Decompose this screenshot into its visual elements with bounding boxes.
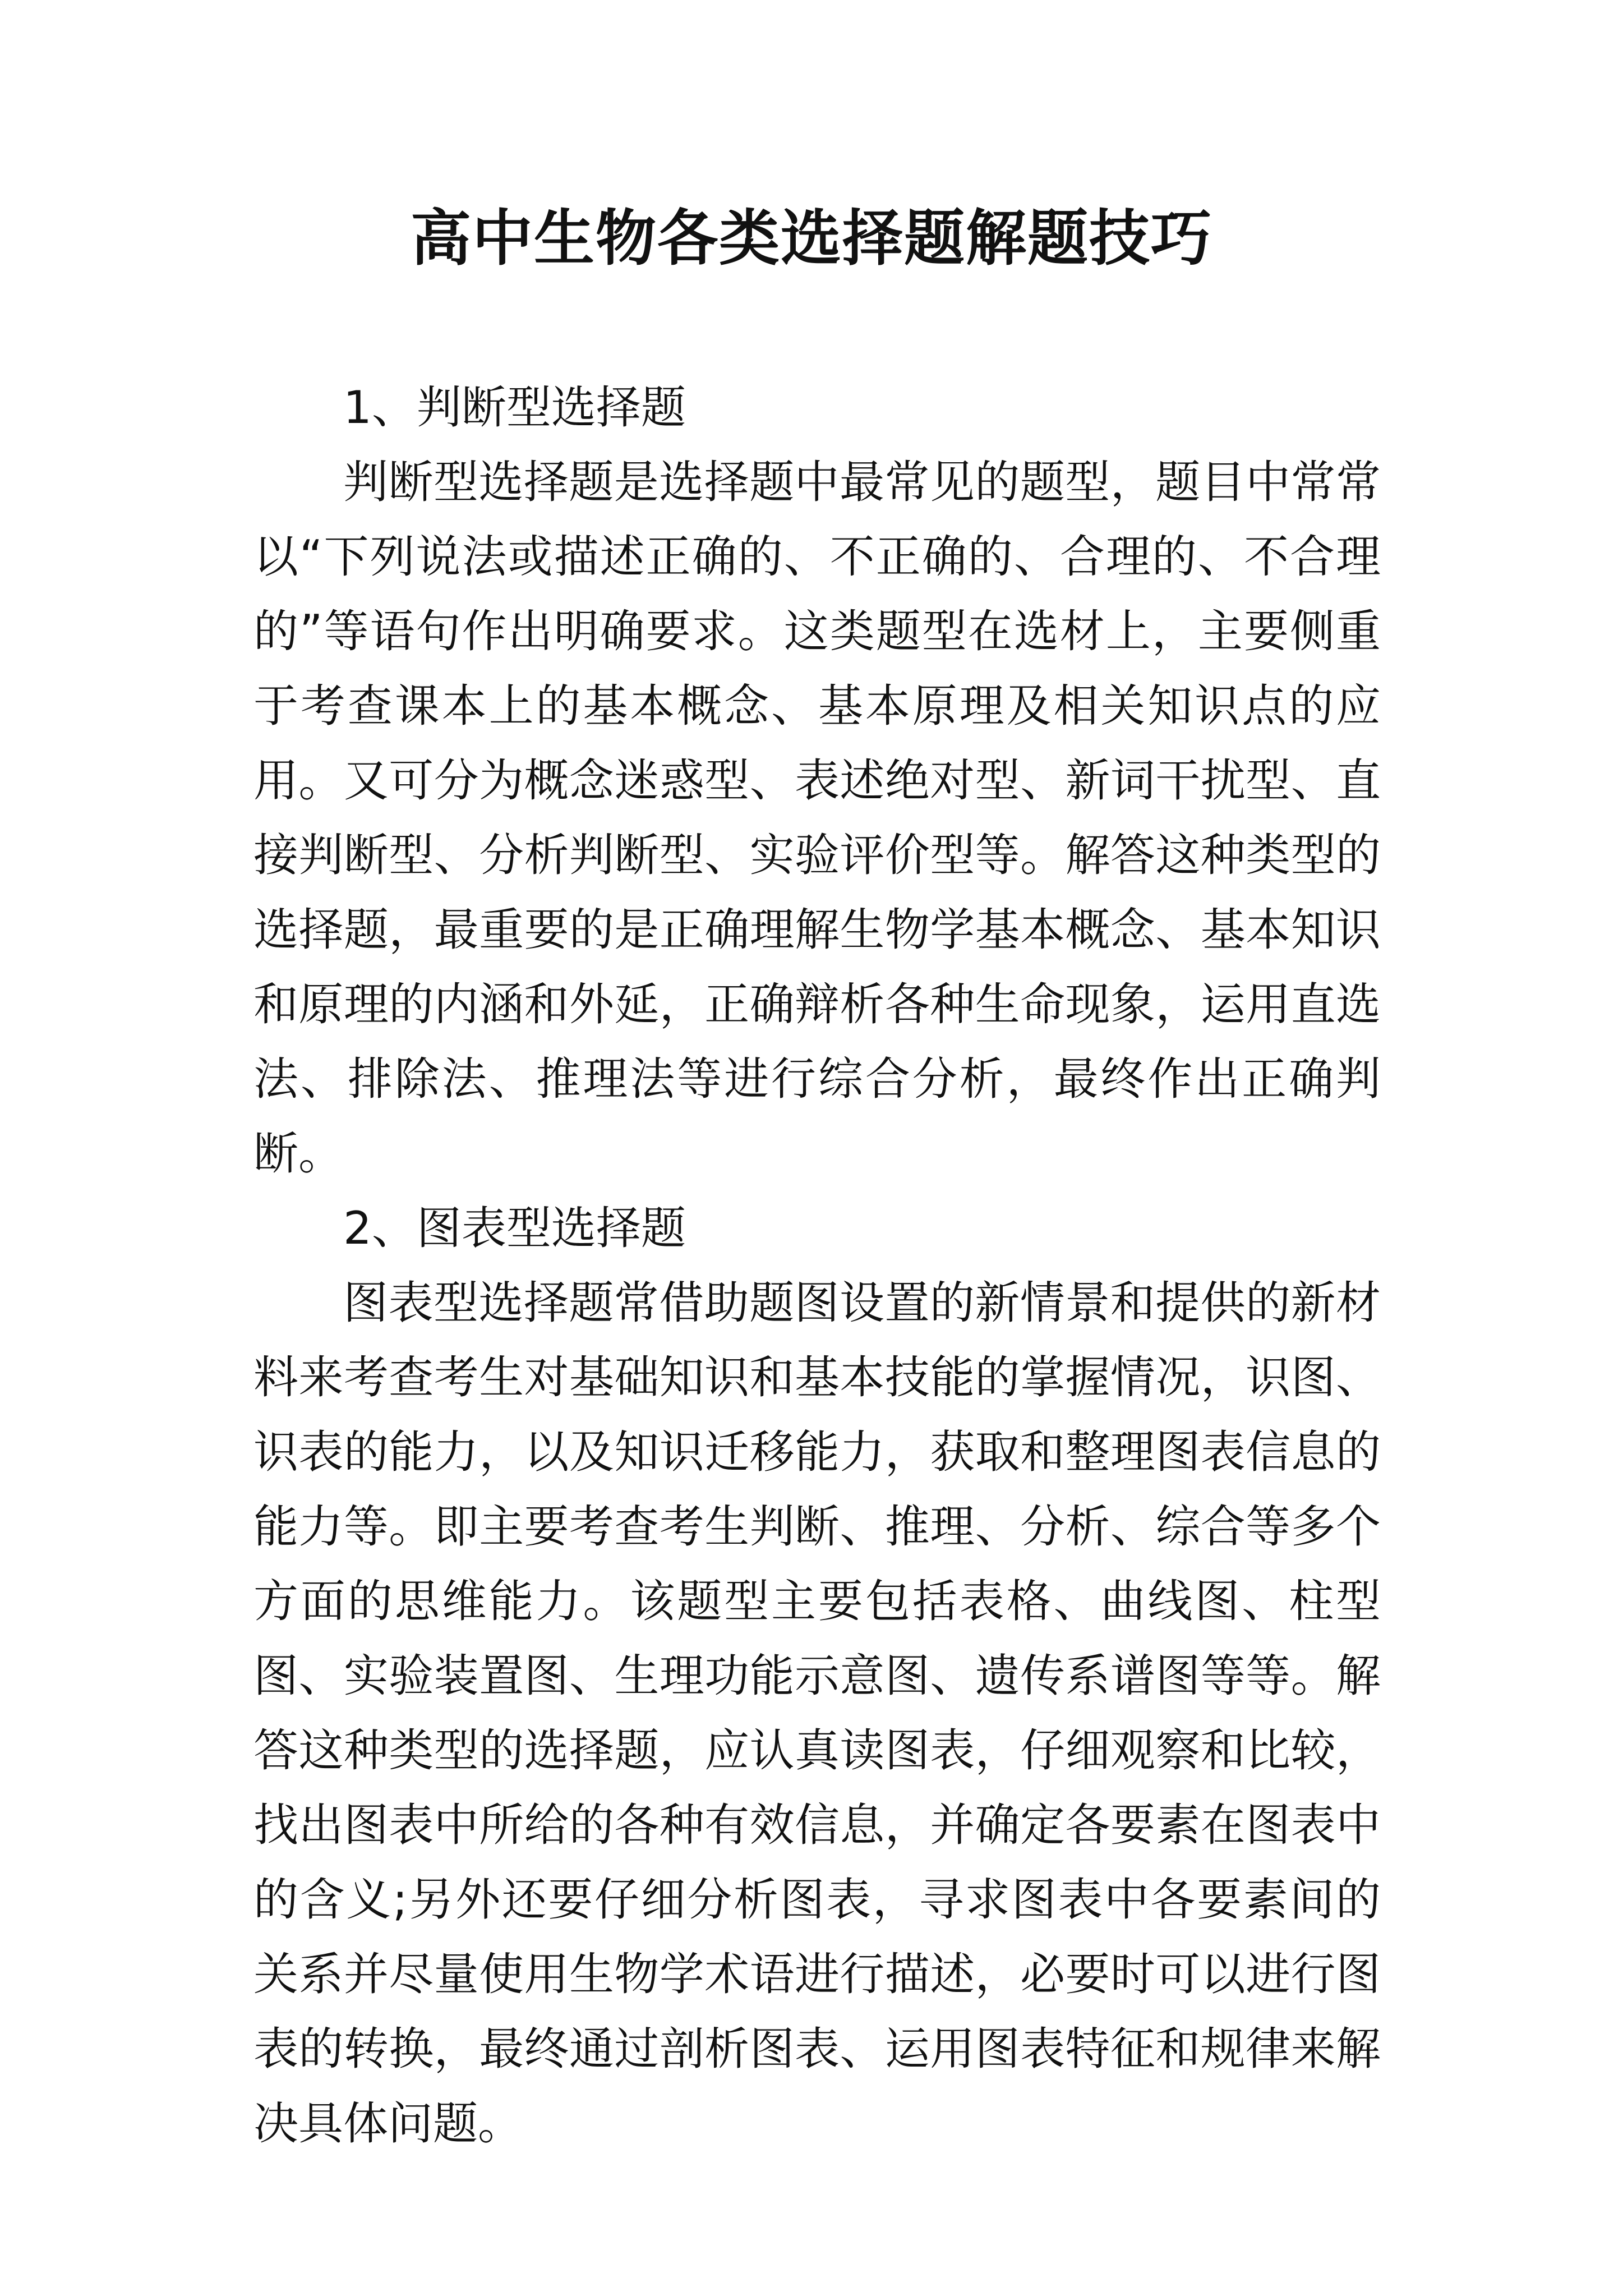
section-heading-judgment: 1、判断型选择题 (343, 381, 686, 434)
paragraph-judgment: 判断型选择题是选择题中最常见的题型，题目中常常以“下列说法或描述正确的、不正确的、合理的、不合理的”等语句作出明确要求。这类题型在选材上，主要侧重于考查课本上的基本概念、基本原理及相关知识点的应用。又可分为概念迷惑型、表述绝对型、新词干扰型、直接判断型、分析判断型、实验评价型等。解答这种类型的选择题，最重要的是正确理解生物学基本概念、基本知识和原理的内涵和外延，正确辩析各种生命现象，运用直选法、排除法、推理法等进行综合分析，最终作出正确判断。 (253, 456, 1381, 1180)
paragraph-chart: 图表型选择题常借助题图设置的新情景和提供的新材料来考查考生对基础知识和基本技能的掌握情况，识图、识表的能力，以及知识迁移能力，获取和整理图表信息的能力等。即主要考查考生判断、推理、分析、综合等多个方面的思维能力。该题型主要包括表格、曲线图、柱型图、实验装置图、生理功能示意图、遗传系谱图等等。解答这种类型的选择题，应认真读图表，仔细观察和比较，找出图表中所给的各种有效信息，并确定各要素在图表中的含义;另外还要仔细分析图表，寻求图表中各要素间的关系并尽量使用生物学术语进行描述，必要时可以进行图表的转换，最终通过剖析图表、运用图表特征和规律来解决具体问题。 (253, 1277, 1381, 2150)
document-body (253, 370, 1381, 2161)
document-title: 高中生物各类选择题解题技巧 (410, 203, 1212, 274)
section-heading-chart: 2、图表型选择题 (343, 1202, 686, 1254)
